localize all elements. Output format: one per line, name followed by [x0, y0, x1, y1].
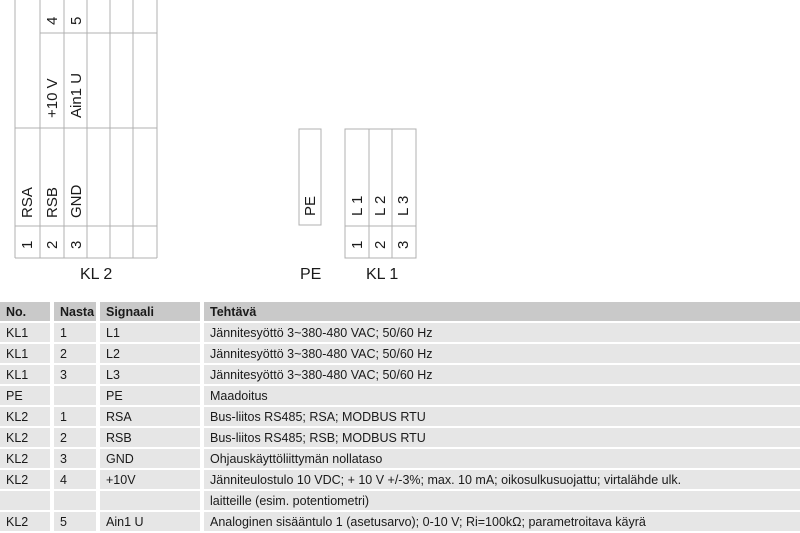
cell-pin: 3	[54, 449, 96, 468]
kl1-signal-l3: L 3	[395, 195, 412, 216]
kl2-signal-ain1u: Ain1 U	[68, 72, 85, 118]
header-signaali: Signaali	[100, 302, 200, 321]
table-row	[0, 449, 800, 468]
cell-function: Jännitesyöttö 3~380-480 VAC; 50/60 Hz	[204, 365, 800, 384]
pe-label: PE	[300, 266, 322, 283]
table-header-row	[0, 302, 800, 321]
kl2-label: KL 2	[80, 266, 113, 283]
table-row	[0, 344, 800, 363]
cell-pin: 5	[54, 512, 96, 531]
cell-function: Jännitesyöttö 3~380-480 VAC; 50/60 Hz	[204, 323, 800, 342]
cell-no: KL2	[0, 512, 50, 531]
cell-no: KL2	[0, 428, 50, 447]
cell-no: KL1	[0, 365, 50, 384]
kl1-signal-l1: L 1	[349, 195, 366, 216]
cell-no: KL1	[0, 323, 50, 342]
cell-function: Analoginen sisääntulo 1 (asetusarvo); 0-10 V; Ri=100kΩ; parametroitava käyrä	[204, 512, 800, 531]
table-row	[0, 470, 800, 489]
cell-signal: PE	[100, 386, 200, 405]
cell-signal: Ain1 U	[100, 512, 200, 531]
cell-no: KL2	[0, 470, 50, 489]
cell-signal: L3	[100, 365, 200, 384]
cell-function: Bus-liitos RS485; RSA; MODBUS RTU	[204, 407, 800, 426]
kl1-pin-number-3: 3	[395, 240, 412, 249]
header-nasta: Nasta	[54, 302, 96, 321]
table-row	[0, 386, 800, 405]
kl2-pin-number-4: 4	[44, 16, 61, 25]
kl2-signal-rsa: RSA	[19, 187, 36, 218]
pe-signal: PE	[302, 195, 319, 216]
table-row	[0, 323, 800, 342]
cell-no: KL2	[0, 407, 50, 426]
header-no: No.	[0, 302, 50, 321]
cell-signal	[100, 491, 200, 510]
cell-function: Maadoitus	[204, 386, 800, 405]
cell-signal: L2	[100, 344, 200, 363]
kl2-grid	[15, 0, 157, 258]
table-row	[0, 491, 800, 510]
kl2-pin-number-1: 1	[19, 240, 36, 249]
cell-pin: 2	[54, 428, 96, 447]
cell-function: Jännitesyöttö 3~380-480 VAC; 50/60 Hz	[204, 344, 800, 363]
cell-function: laitteille (esim. potentiometri)	[204, 491, 800, 510]
table-row	[0, 428, 800, 447]
cell-signal: RSA	[100, 407, 200, 426]
signal-table	[0, 300, 800, 533]
cell-pin: 1	[54, 323, 96, 342]
header-tehtava: Tehtävä	[204, 302, 800, 321]
kl1-signal-l2: L 2	[372, 195, 389, 216]
cell-pin: 2	[54, 344, 96, 363]
kl2-pin-number-5: 5	[68, 16, 85, 25]
cell-pin: 4	[54, 470, 96, 489]
cell-no: KL1	[0, 344, 50, 363]
kl1-pin-number-1: 1	[349, 240, 366, 249]
cell-pin	[54, 386, 96, 405]
kl2-signal-10v: +10 V	[44, 78, 61, 118]
kl2-signal-rsb: RSB	[44, 187, 61, 218]
cell-signal: GND	[100, 449, 200, 468]
kl1-pin-number-2: 2	[372, 240, 389, 249]
cell-signal: L1	[100, 323, 200, 342]
cell-signal: +10V	[100, 470, 200, 489]
cell-pin	[54, 491, 96, 510]
kl1-label: KL 1	[366, 266, 399, 283]
cell-function: Bus-liitos RS485; RSB; MODBUS RTU	[204, 428, 800, 447]
cell-function: Jänniteulostulo 10 VDC; + 10 V +/-3%; max. 10 mA; oikosulkusuojattu; virtalähde ulk.	[204, 470, 800, 489]
kl2-pin-number-3: 3	[68, 240, 85, 249]
cell-no: KL2	[0, 449, 50, 468]
table-row	[0, 365, 800, 384]
cell-pin: 1	[54, 407, 96, 426]
table-row	[0, 512, 800, 531]
kl1-grid	[345, 129, 416, 258]
cell-no	[0, 491, 50, 510]
table-row	[0, 407, 800, 426]
cell-pin: 3	[54, 365, 96, 384]
cell-signal: RSB	[100, 428, 200, 447]
cell-function: Ohjauskäyttöliittymän nollataso	[204, 449, 800, 468]
kl2-pin-number-2: 2	[44, 240, 61, 249]
kl2-signal-gnd: GND	[68, 184, 85, 218]
cell-no: PE	[0, 386, 50, 405]
